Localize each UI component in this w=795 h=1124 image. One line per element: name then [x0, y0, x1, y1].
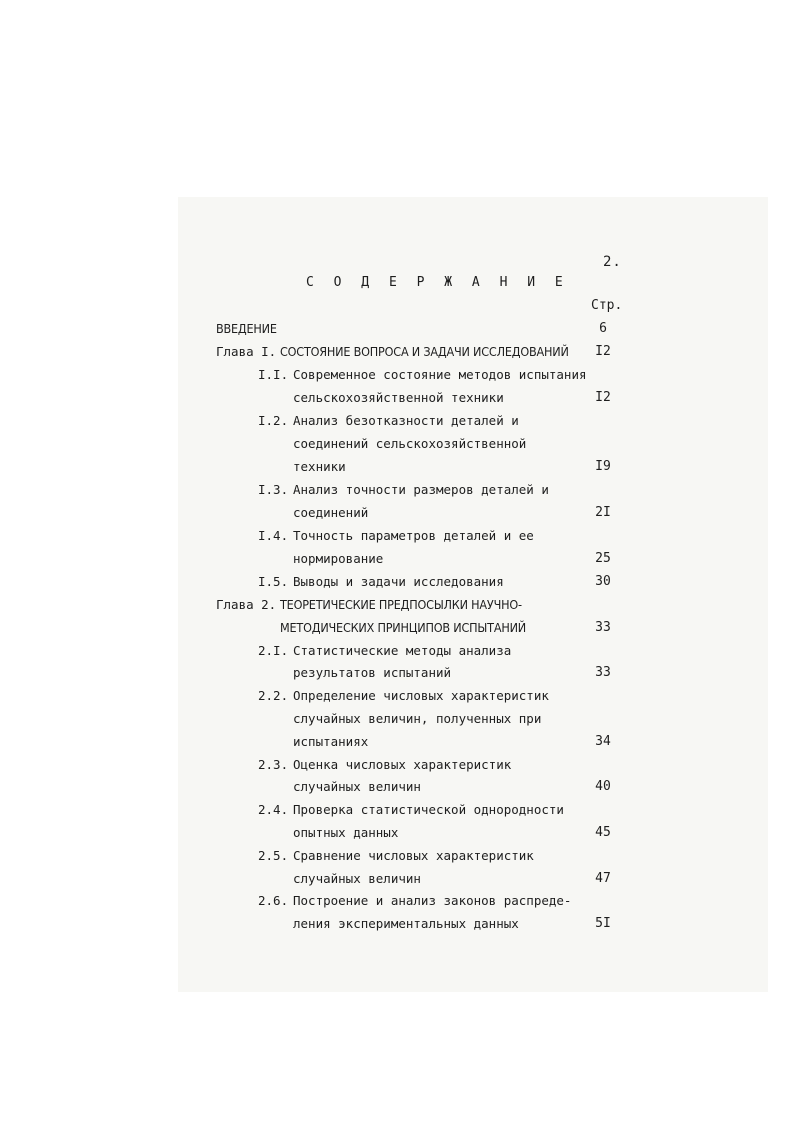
toc-entry-introduction: ВВЕДЕНИЕ [216, 321, 277, 336]
toc-section-line: Построение и анализ законов распреде- [293, 893, 572, 908]
toc-section-page: I9 [595, 459, 611, 474]
toc-section-number: 2.I. [258, 643, 289, 658]
toc-section-page: 5I [595, 916, 611, 931]
toc-section-line: соединений сельскохозяйственной [293, 436, 527, 451]
toc-section-line: результатов испытаний [293, 665, 452, 680]
page-number: 2. [603, 254, 622, 270]
toc-section-line: Сравнение числовых характеристик [293, 848, 534, 863]
toc-section-line: испытаниях [293, 734, 369, 749]
toc-section-number: I.I. [258, 367, 289, 382]
toc-section-line: случайных величин [293, 779, 421, 794]
toc-section-line: нормирование [293, 551, 384, 566]
toc-section-line: Оценка числовых характеристик [293, 757, 512, 772]
toc-section-line: техники [293, 459, 346, 474]
toc-section-page: 45 [595, 825, 611, 840]
toc-section-page: 30 [595, 574, 611, 589]
toc-section-line: сельскохозяйственной техники [293, 390, 504, 405]
toc-section-line: Анализ безотказности деталей и [293, 413, 519, 428]
toc-section-line: опытных данных [293, 825, 399, 840]
toc-section-number: 2.4. [258, 802, 289, 817]
page-column-header: Стр. [591, 298, 623, 313]
toc-section-line: случайных величин [293, 871, 421, 886]
toc-section-number: 2.2. [258, 688, 289, 703]
toc-section-number: 2.5. [258, 848, 289, 863]
toc-section-number: 2.3. [258, 757, 289, 772]
toc-section-page: 40 [595, 779, 611, 794]
toc-section-line: Определение числовых характеристик [293, 688, 549, 703]
toc-chapter-2-title: МЕТОДИЧЕСКИХ ПРИНЦИПОВ ИСПЫТАНИЙ [280, 620, 526, 635]
toc-section-page: 34 [595, 734, 611, 749]
toc-section-line: ления экспериментальных данных [293, 916, 519, 931]
toc-section-number: I.4. [258, 528, 289, 543]
page-title: С О Д Е Р Ж А Н И Е [306, 275, 569, 290]
toc-section-page: 33 [595, 665, 611, 680]
toc-chapter-1-title: СОСТОЯНИЕ ВОПРОСА И ЗАДАЧИ ИССЛЕДОВАНИЙ [280, 344, 569, 359]
toc-section-number: I.3. [258, 482, 289, 497]
toc-section-number: 2.6. [258, 893, 289, 908]
toc-section-page: 2I [595, 505, 611, 520]
toc-section-number: I.5. [258, 574, 289, 589]
toc-chapter-2-number: Глава 2. [216, 597, 277, 612]
toc-section-page: I2 [595, 390, 611, 405]
toc-section-line: случайных величин, полученных при [293, 711, 542, 726]
toc-chapter-1-number: Глава I. [216, 344, 277, 359]
toc-section-page: 25 [595, 551, 611, 566]
toc-page-chapter-1: I2 [595, 344, 611, 359]
toc-page-chapter-2: 33 [595, 620, 611, 635]
toc-section-line: Точность параметров деталей и ее [293, 528, 534, 543]
toc-section-line: Проверка статистической однородности [293, 802, 564, 817]
toc-section-line: Выводы и задачи исследования [293, 574, 504, 589]
toc-section-number: I.2. [258, 413, 289, 428]
toc-section-line: Современное состояние методов испытания [293, 367, 587, 382]
toc-section-line: Статистические методы анализа [293, 643, 512, 658]
toc-page-introduction: 6 [599, 321, 607, 336]
toc-section-line: Анализ точности размеров деталей и [293, 482, 549, 497]
toc-section-page: 47 [595, 871, 611, 886]
toc-chapter-2-title: ТЕОРЕТИЧЕСКИЕ ПРЕДПОСЫЛКИ НАУЧНО- [280, 597, 522, 612]
toc-section-line: соединений [293, 505, 369, 520]
